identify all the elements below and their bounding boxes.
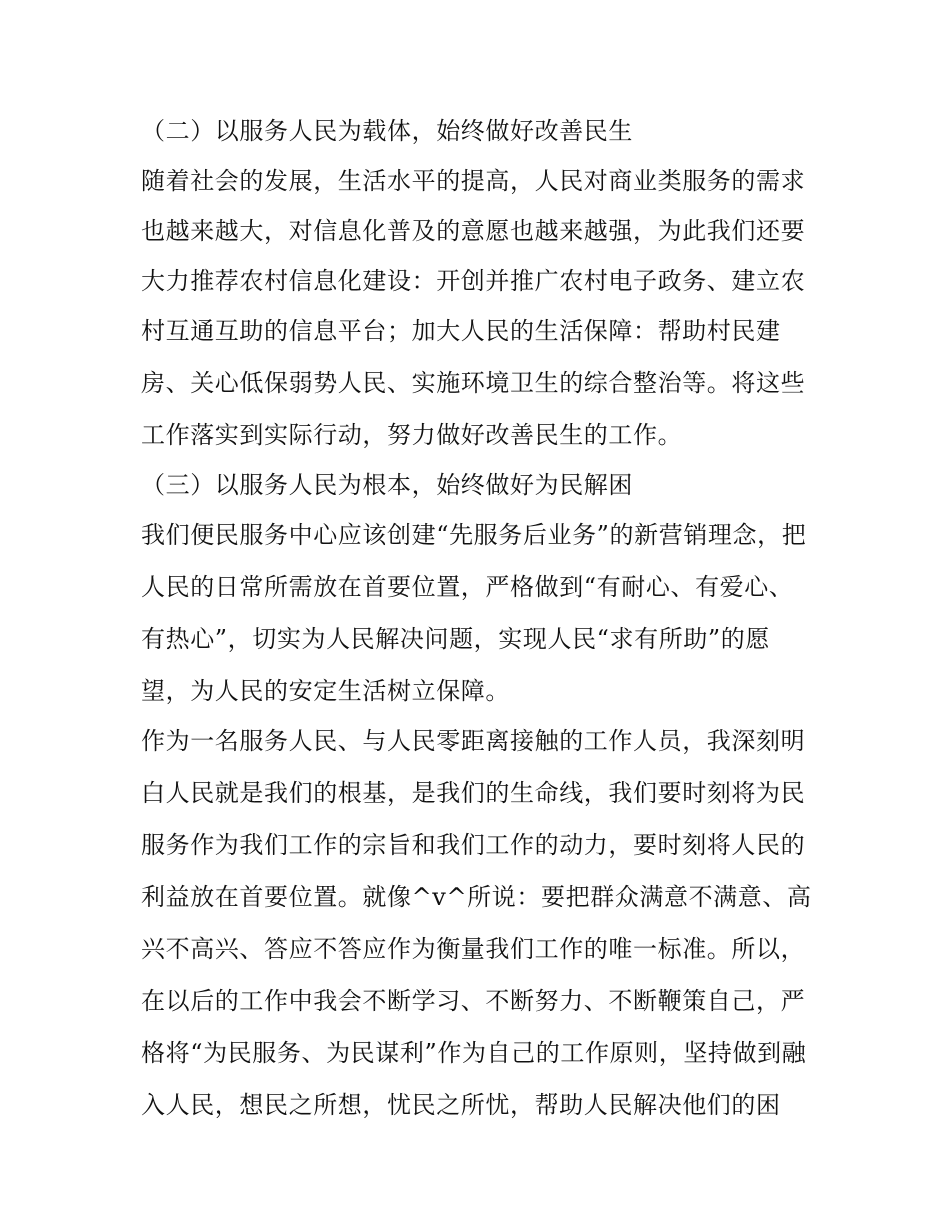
paragraph-line: 兴不高兴、答应不答应作为衡量我们工作的唯一标准。所以， — [141, 935, 806, 963]
paragraph-line: 服务作为我们工作的宗旨和我们工作的动力，要时刻将人民的 — [141, 831, 806, 859]
paragraph-line: 村互通互助的信息平台；加大人民的生活保障：帮助村民建 — [141, 317, 781, 345]
paragraph-line: 我们便民服务中心应该创建“先服务后业务”的新营销理念，把 — [141, 521, 807, 549]
paragraph-line: 格将“为民服务、为民谋利”作为自己的工作原则，坚持做到融 — [141, 1039, 807, 1067]
paragraph-line: 人民的日常所需放在首要位置，严格做到“有耐心、有爱心、 — [141, 573, 794, 601]
paragraph-line: 工作落实到实际行动，努力做好改善民生的工作。 — [141, 421, 683, 449]
paragraph-line: 随着社会的发展，生活水平的提高，人民对商业类服务的需求 — [141, 167, 806, 195]
paragraph-line: 在以后的工作中我会不断学习、不断努力、不断鞭策自己，严 — [141, 987, 806, 1015]
paragraph-line: 白人民就是我们的根基，是我们的生命线，我们要时刻将为民 — [141, 779, 806, 807]
paragraph-line: 有热心”，切实为人民解决问题，实现人民“求有所助”的愿 — [141, 625, 771, 653]
paragraph-line: 利益放在首要位置。就像^v^所说：要把群众满意不满意、高 — [141, 883, 812, 911]
paragraph-line: 房、关心低保弱势人民、实施环境卫生的综合整治等。将这些 — [141, 369, 806, 397]
paragraph-line: 作为一名服务人民、与人民零距离接触的工作人员，我深刻明 — [141, 727, 806, 755]
paragraph-line: 望，为人民的安定生活树立保障。 — [141, 677, 510, 705]
section-heading-2: （二）以服务人民为载体，始终做好改善民生 — [141, 117, 633, 145]
paragraph-line: 入人民，想民之所想，忧民之所忧，帮助人民解决他们的困 — [141, 1091, 781, 1119]
section-heading-3: （三）以服务人民为根本，始终做好为民解困 — [141, 471, 633, 499]
paragraph-line: 也越来越大，对信息化普及的意愿也越来越强，为此我们还要 — [141, 217, 806, 245]
paragraph-line: 大力推荐农村信息化建设：开创并推广农村电子政务、建立农 — [141, 267, 806, 295]
